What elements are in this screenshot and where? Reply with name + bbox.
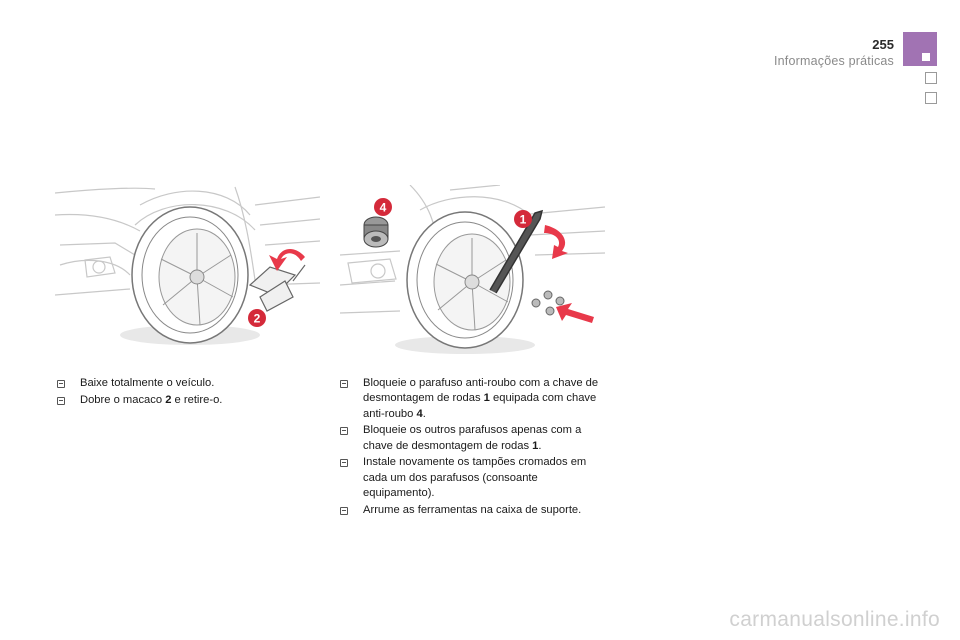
curved-arrow-icon — [269, 249, 305, 271]
list-item: Instale novamente os tampões cromados em cada um dos parafusos (consoante equipamento). — [340, 455, 605, 501]
anti-theft-socket — [364, 217, 388, 247]
callout-2 — [248, 309, 266, 327]
list-item: Baixe totalmente o veículo. — [57, 376, 307, 391]
jack-illustration — [55, 185, 320, 350]
callout-1 — [514, 210, 532, 228]
chapter-box-1 — [925, 72, 937, 84]
svg-text:2: 2 — [253, 311, 261, 326]
list-item: Arrume as ferramentas na caixa de suporte. — [340, 503, 605, 518]
svg-text:4: 4 — [379, 200, 387, 215]
section-tab — [903, 32, 937, 66]
svg-text:1: 1 — [519, 212, 527, 227]
bullet-icon — [57, 397, 65, 405]
chapter-box-2 — [925, 92, 937, 104]
tab-square-icon — [922, 53, 930, 61]
bullet-icon — [57, 380, 65, 388]
list-item: Bloqueie os outros parafusos apenas com a chave de desmontagem de rodas 1. — [340, 423, 605, 454]
bullet-icon — [340, 380, 348, 388]
callout-4 — [374, 198, 392, 216]
rotate-arrow-icon — [544, 225, 568, 259]
watermark: carmanualsonline.info — [729, 608, 940, 631]
section-title: Informações práticas — [773, 54, 894, 68]
bullet-icon — [340, 507, 348, 515]
list-item: Bloqueie o parafuso anti-roubo com a chave de desmontagem de rodas 1 equipada com chave anti-roubo 4. — [340, 376, 605, 422]
insert-arrow-icon — [556, 303, 594, 323]
page-number: 255 — [872, 37, 894, 52]
bullet-icon — [340, 459, 348, 467]
wheel-bolts-illustration — [340, 185, 605, 355]
left-instructions — [57, 376, 307, 410]
list-item: Dobre o macaco 2 e retire-o. — [57, 393, 307, 408]
bullet-icon — [340, 427, 348, 435]
right-instructions — [340, 376, 605, 520]
